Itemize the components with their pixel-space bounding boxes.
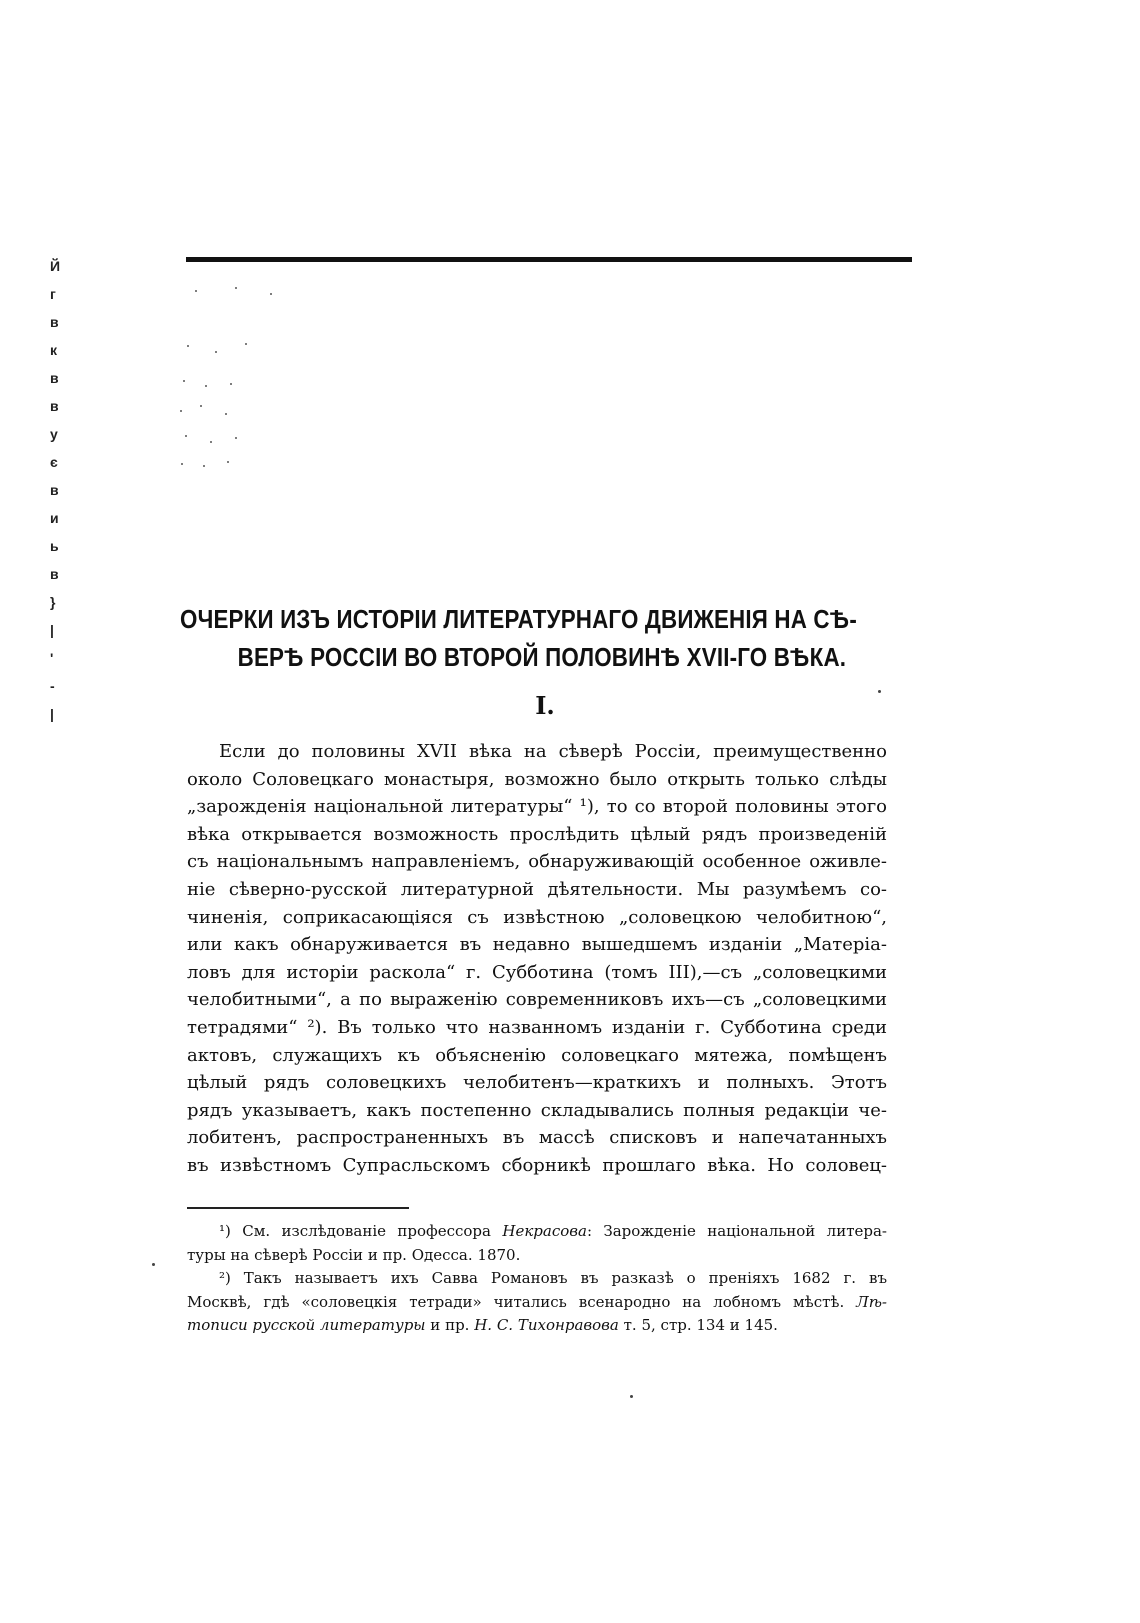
body-line: въ извѣстномъ Супрасльскомъ сборникѣ прошлаго вѣка. Но соловец- bbox=[187, 1154, 887, 1176]
margin-mark: ь bbox=[50, 538, 59, 554]
footnote-author: Н. С. Тихонравова bbox=[474, 1316, 619, 1335]
body-line: съ національнымъ направленіемъ, обнаруживающій особенное оживле- bbox=[187, 851, 887, 873]
margin-mark: и bbox=[50, 510, 59, 526]
footnote-title: тописи русской литературы bbox=[187, 1316, 426, 1335]
section-number: I. bbox=[535, 691, 555, 720]
title-line-2: ВЕРѢ РОССІИ ВО ВТОРОЙ ПОЛОВИНѢ XVII-ГО ВѢКА. bbox=[237, 642, 847, 672]
body-line: рядъ указываетъ, какъ постепенно складывались полныя редакціи че- bbox=[187, 1099, 887, 1121]
scan-speck bbox=[878, 690, 881, 693]
margin-mark: } bbox=[50, 594, 56, 610]
footnote-2-line-3 bbox=[187, 1314, 887, 1338]
body-line: тетрадями“ ²). Въ только что названномъ изданіи г. Субботина среди bbox=[187, 1016, 887, 1038]
footnote-2-line-1: ²) Такъ называетъ ихъ Савва Романовъ въ разказѣ о преніяхъ 1682 г. въ bbox=[219, 1269, 887, 1288]
body-line: „зарожденія національной литературы“ ¹), то со второй половины этого bbox=[187, 796, 887, 818]
body-line: вѣка открывается возможность прослѣдить цѣлый рядъ произведеній bbox=[187, 823, 887, 845]
margin-mark: Й bbox=[50, 258, 61, 274]
margin-mark: є bbox=[50, 454, 58, 470]
body-line: Если до половины XVII вѣка на сѣверѣ Россіи, преимущественно bbox=[219, 741, 887, 762]
body-line: ніе сѣверно-русской литературной дѣятельности. Мы разумѣемъ со- bbox=[187, 878, 887, 900]
footnotes bbox=[187, 1220, 887, 1338]
body-paragraph bbox=[187, 738, 887, 1180]
margin-mark: ' bbox=[50, 650, 54, 666]
scan-speck bbox=[630, 1395, 633, 1398]
margin-mark: г bbox=[50, 286, 56, 302]
title-line-1: ОЧЕРКИ ИЗЪ ИСТОРІИ ЛИТЕРАТУРНАГО ДВИЖЕНІЯ НА СѢ- bbox=[180, 604, 857, 634]
footnote-rule bbox=[187, 1207, 409, 1209]
body-line: актовъ, служащихъ къ объясненію соловецкаго мятежа, помѣщенъ bbox=[187, 1044, 887, 1066]
footnote-author: Некрасова bbox=[502, 1222, 587, 1240]
article-title bbox=[180, 600, 920, 676]
body-line: или какъ обнаруживается въ недавно вышедшемъ изданіи „Матеріа- bbox=[187, 934, 887, 956]
margin-mark: у bbox=[50, 426, 58, 442]
left-margin-bleed-marks bbox=[50, 252, 64, 728]
scan-specks bbox=[175, 285, 295, 485]
margin-mark: к bbox=[50, 342, 58, 358]
margin-mark: в bbox=[50, 566, 59, 582]
margin-mark: | bbox=[50, 622, 54, 638]
body-line: около Соловецкаго монастыря, возможно было открыть только слѣды bbox=[187, 768, 887, 790]
scan-speck bbox=[152, 1263, 155, 1266]
footnote-2-line-2 bbox=[187, 1291, 887, 1315]
header-rule bbox=[186, 257, 912, 262]
body-line: челобитными“, а по выраженію современниковъ ихъ—съ „соловецкими bbox=[187, 989, 887, 1011]
footnote-text: т. 5, стр. 134 и 145. bbox=[618, 1316, 778, 1335]
body-line: цѣлый рядъ соловецкихъ челобитенъ—краткихъ и полныхъ. Этотъ bbox=[187, 1072, 887, 1094]
margin-mark: в bbox=[50, 314, 59, 330]
body-line: ловъ для исторіи раскола“ г. Субботина (томъ III),—съ „соловецкими bbox=[187, 961, 887, 983]
footnote-text: : Зарожденіе національной литера- bbox=[586, 1222, 887, 1240]
footnote-text: Москвѣ, гдѣ «соловецкія тетради» читались всенародно на лобномъ мѣстѣ. bbox=[187, 1292, 857, 1311]
margin-mark: | bbox=[50, 706, 54, 722]
margin-mark: в bbox=[50, 482, 59, 498]
footnote-title: Лѣ- bbox=[856, 1292, 887, 1311]
margin-mark: в bbox=[50, 398, 59, 414]
footnote-1-line-1 bbox=[187, 1220, 887, 1244]
footnote-text: и пр. bbox=[425, 1316, 475, 1335]
body-line: лобитенъ, распространенныхъ въ массѣ списковъ и напечатанныхъ bbox=[187, 1127, 887, 1149]
footnote-text: ¹) См. изслѣдованіе профессора bbox=[219, 1222, 503, 1240]
footnote-1-line-2: туры на сѣверѣ Россіи и пр. Одесса. 1870. bbox=[187, 1245, 521, 1264]
margin-mark: - bbox=[50, 678, 55, 694]
body-line: чиненія, соприкасающіяся съ извѣстною „соловецкою челобитною“, bbox=[187, 906, 887, 928]
margin-mark: в bbox=[50, 370, 59, 386]
